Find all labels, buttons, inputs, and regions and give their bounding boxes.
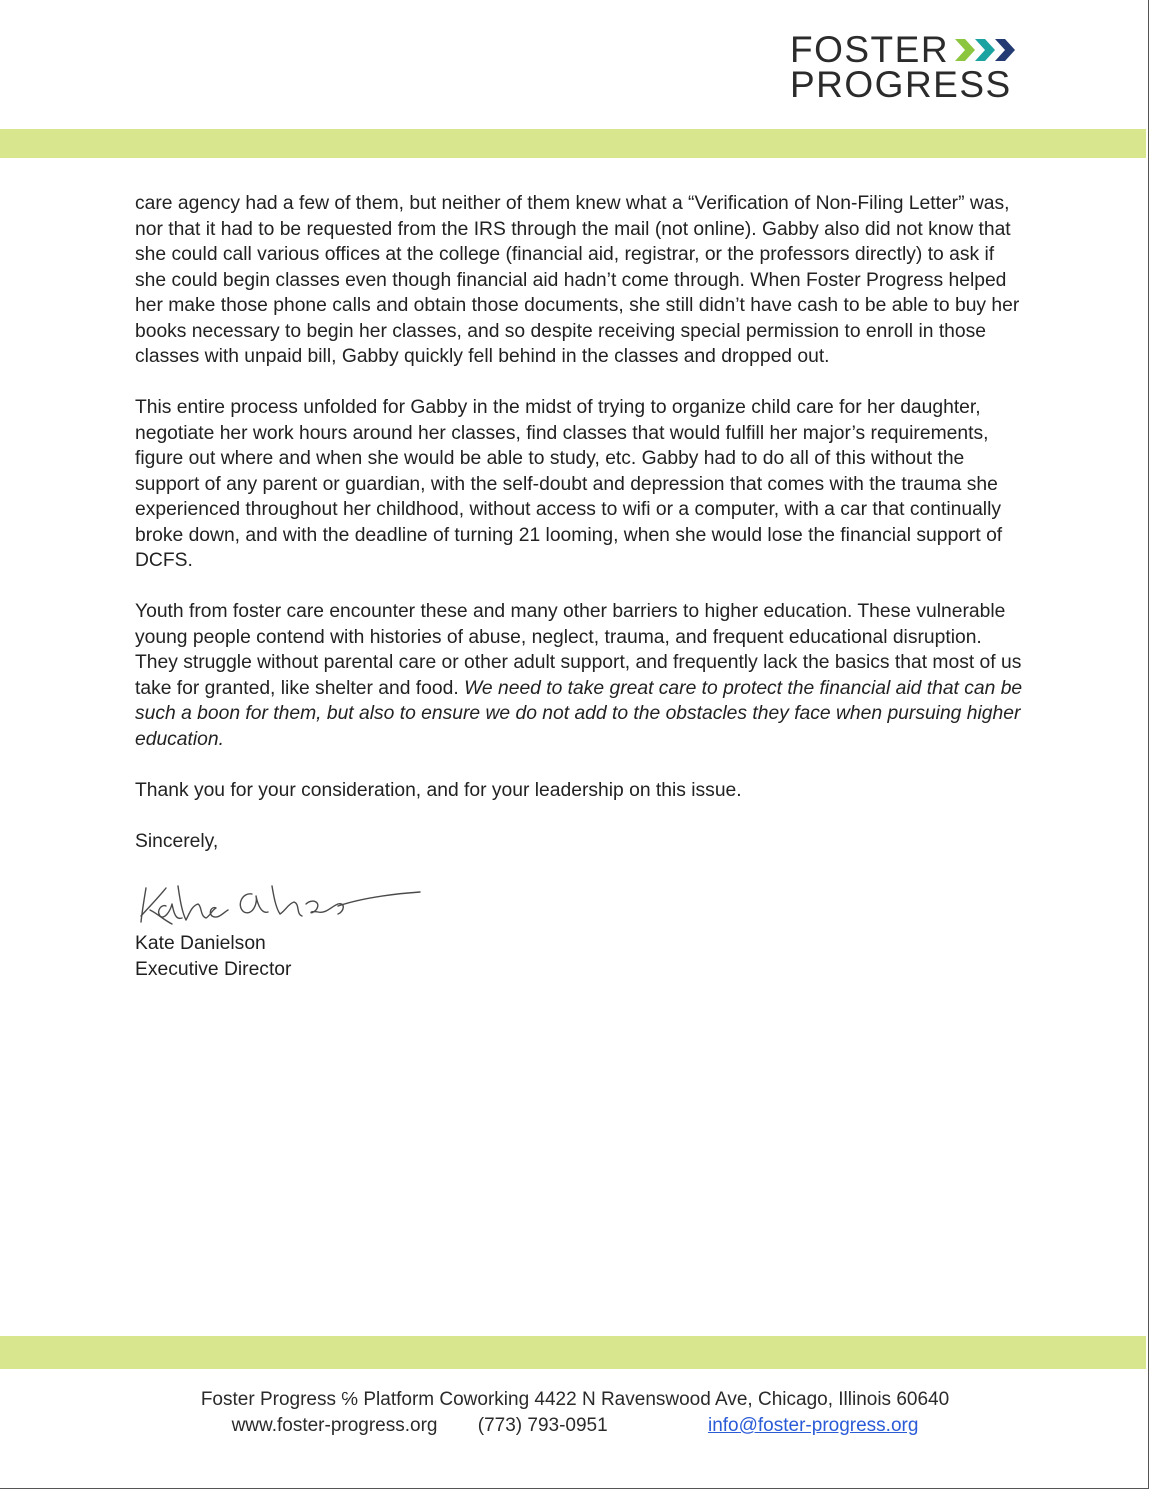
paragraph-1: care agency had a few of them, but neither of them knew what a “Verification of Non-Filing Letter” was, nor that it had to be requested from the IRS through the mail (not online). Gabby also did not know that she could call various offices at the college (financial aid, registrar, or the professors directly) to ask if she could begin classes even though financial aid hadn’t come through. When Foster Progress helped her make those phone calls and obtain those documents, she still didn’t have cash to be able to buy her books necessary to begin her classes, and so despite receiving special permission to enroll in those classes with unpaid bill, Gabby quickly fell behind in the classes and dropped out.	[135, 193, 1020, 367]
logo-text-foster: FOSTER	[790, 29, 950, 70]
footer	[0, 1387, 1150, 1439]
chevron-arrows-icon	[953, 37, 1019, 63]
footer-email-link[interactable]: info@foster-progress.org	[707, 1415, 919, 1436]
letter-body	[135, 191, 1025, 880]
paragraph-3-text: Youth from foster care encounter these and many other barriers to higher education. These vulnerable young people contend with histories of abuse, neglect, trauma, and frequent educational disruption. They struggle without parental care or other adult support, and frequently lack the basics that most of us take for granted, like shelter and food.	[135, 601, 1022, 699]
paragraph-2: This entire process unfolded for Gabby in the midst of trying to organize child care for her daughter, negotiate her work hours around her classes, find classes that would fulfill her major’s requirements, figure out where and when she would be able to study, etc. Gabby had to do all of this without the support of any parent or guardian, with the self-doubt and depression that comes with the trauma she experienced throughout her childhood, without access to wifi or a computer, with a car that continually broke down, and with the deadline of turning 21 looming, when she would lose the financial support of DCFS.	[135, 397, 1003, 571]
signatory-title: Executive Director	[135, 958, 292, 980]
footer-contacts	[0, 1413, 1150, 1439]
logo-line-2	[790, 64, 1030, 105]
footer-website[interactable]: www.foster-progress.org	[231, 1415, 438, 1436]
footer-band	[0, 1336, 1146, 1369]
logo-text-progress: PROGRESS	[790, 64, 1012, 105]
footer-phone: (773) 793-0951	[477, 1415, 608, 1436]
signatory-name: Kate Danielson	[135, 933, 266, 954]
footer-address: Foster Progress ℅ Platform Coworking 4422 N Ravenswood Ave, Chicago, Illinois 60640	[200, 1389, 950, 1410]
signatory-block	[135, 931, 291, 982]
closing-salutation: Sincerely,	[135, 830, 219, 852]
paragraph-4: Thank you for your consideration, and for your leadership on this issue.	[135, 779, 742, 801]
handwritten-signature	[132, 876, 422, 932]
paragraph-3	[135, 599, 1025, 752]
foster-progress-logo	[790, 29, 1030, 112]
paragraph-3-emphasis: We need to take great care to protect the financial aid that can be such a boon for them, but also to ensure we do not add to the obstacles they face when pursuing higher education.	[135, 677, 1023, 750]
logo-line-1	[790, 29, 1030, 70]
header-band	[0, 129, 1146, 158]
